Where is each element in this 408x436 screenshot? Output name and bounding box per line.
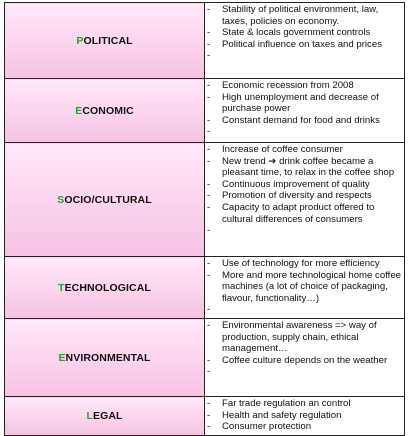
category-name: EGAL — [92, 410, 123, 422]
category-name: ECHNOLOGICAL — [64, 281, 151, 294]
point-item — [205, 366, 402, 378]
points-cell — [205, 3, 405, 79]
pest-row-economic — [5, 79, 405, 143]
pest-row-technological — [5, 257, 405, 319]
point-item: - Promotion of diversity and respects — [205, 190, 402, 202]
category-cell — [5, 3, 205, 79]
point-item: - Consumer protection — [205, 421, 402, 433]
point-item — [205, 50, 402, 62]
point-item: - Capacity to adapt product offered to cultural differences of consumers — [205, 202, 402, 225]
points-list — [205, 398, 404, 433]
point-item: - Political influence on taxes and prices — [205, 39, 402, 51]
category-name: CONOMIC — [82, 104, 134, 117]
point-item: - State & locals government controls — [205, 27, 402, 39]
point-item: - Stability of political environment, law, taxes, policies on economy. — [205, 4, 402, 27]
points-cell — [205, 319, 405, 397]
category-name: OCIO/CULTURAL — [64, 193, 152, 206]
pest-row-environmental — [5, 319, 405, 397]
points-cell — [205, 143, 405, 257]
point-item: - Constant demand for food and drinks — [205, 115, 402, 127]
pest-table-body — [5, 3, 405, 436]
point-item: - Economic recession from 2008 — [205, 80, 402, 92]
points-list — [205, 144, 404, 237]
point-item: - Continuous improvement of quality — [205, 179, 402, 191]
category-initial: L — [86, 410, 93, 422]
category-cell — [5, 319, 205, 397]
point-item: - More and more technological home coffee machines (a lot of choice of packaging, flavour, functionality…) — [205, 270, 402, 305]
point-item — [205, 126, 402, 138]
pest-row-political — [5, 3, 405, 79]
point-item: - Far trade regulation an control — [205, 398, 402, 410]
pest-row-sociocultural — [5, 143, 405, 257]
category-cell — [5, 397, 205, 436]
points-list — [205, 258, 404, 316]
point-item: - Health and safety regulation — [205, 410, 402, 422]
point-item — [205, 225, 402, 237]
pest-analysis-table — [4, 2, 405, 436]
point-item — [205, 304, 402, 316]
category-cell — [5, 143, 205, 257]
category-cell — [5, 79, 205, 143]
category-initial: P — [76, 34, 84, 47]
points-cell — [205, 79, 405, 143]
category-cell — [5, 257, 205, 319]
point-item: - Use of technology for more efficiency — [205, 258, 402, 270]
points-cell — [205, 257, 405, 319]
category-initial: E — [75, 104, 83, 117]
point-item: - Environmental awareness => way of production, supply chain, ethical management… — [205, 320, 402, 355]
point-item: - High unemployment and decrease of purchase power — [205, 92, 402, 115]
category-initial: S — [57, 193, 65, 206]
category-name: NVIRONMENTAL — [65, 351, 151, 364]
category-name: OLITICAL — [83, 34, 133, 47]
point-item: - Increase of coffee consumer — [205, 144, 402, 156]
category-initial: T — [58, 281, 65, 294]
points-list — [205, 320, 404, 378]
points-cell — [205, 397, 405, 436]
point-item: - New trend ➔ drink coffee became a pleasant time, to relax in the coffee shop — [205, 156, 402, 179]
points-list — [205, 4, 404, 62]
category-initial: E — [58, 351, 66, 364]
points-list — [205, 80, 404, 138]
pest-row-legal — [5, 397, 405, 436]
point-item: - Coffee culture depends on the weather — [205, 355, 402, 367]
